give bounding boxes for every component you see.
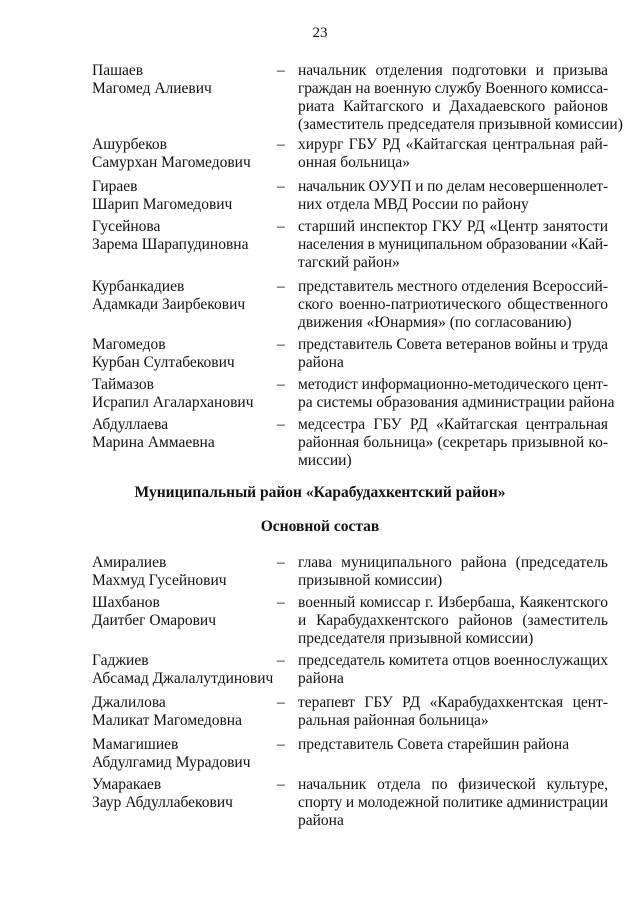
member-surname: Магомедов (92, 336, 166, 353)
role-line: населения в муниципальном образовании «Кай- (298, 236, 608, 253)
role-line: ра системы образования администрации района (298, 394, 615, 411)
page-number: 23 (312, 25, 328, 41)
member-surname: Гаджиев (92, 652, 149, 669)
role-line: и Карабудахкентского районов (заместитель (298, 612, 608, 629)
member-name (92, 694, 277, 730)
role-line: военный комиссар г. Избербаша, Каякентского (298, 594, 608, 611)
member-name (92, 554, 277, 590)
member-surname: Абдуллаева (92, 416, 169, 433)
member-name (92, 278, 277, 314)
role-line: миссии) (298, 452, 352, 469)
member-name (92, 136, 277, 172)
role-line: онная больница» (298, 154, 410, 171)
role-line: председатель комитета отцов военнослужащих (298, 652, 608, 669)
role-line: движения «Юнармия» (по согласованию) (298, 314, 572, 331)
role-line: представитель Совета старейшин района (298, 736, 570, 753)
dash-separator: – (277, 736, 285, 753)
dash-separator: – (277, 136, 285, 153)
dash-separator: – (277, 554, 285, 571)
role-line: представитель Совета ветеранов войны и труда (298, 336, 608, 353)
role-line: начальник отдела по физической культуре, (298, 776, 608, 793)
role-line: районная больница» (секретарь призывной ко- (298, 434, 608, 451)
role-line: начальник ОУУП и по делам несовершеннолет- (298, 178, 608, 195)
dash-separator: – (277, 416, 285, 433)
dash-separator: – (277, 218, 285, 235)
member-given: Заур Абдуллабекович (92, 794, 233, 811)
member-given: Самурхан Магомедович (92, 154, 251, 171)
member-surname: Ашурбеков (92, 136, 168, 153)
member-role (298, 376, 615, 412)
role-line: (заместитель председателя призывной комиссии) (298, 116, 623, 133)
dash-separator: – (277, 652, 285, 669)
member-surname: Умаракаев (92, 776, 162, 793)
role-line: представитель местного отделения Всероссий- (298, 278, 608, 295)
member-given: Адамкади Заирбекович (92, 296, 246, 313)
member-name (92, 218, 277, 254)
role-line: глава муниципального района (председатель (298, 554, 608, 571)
member-given: Даитбег Омарович (92, 612, 216, 629)
member-given: Исрапил Агаларханович (92, 394, 254, 411)
member-given: Марина Аммаевна (92, 434, 215, 451)
member-surname: Пашаев (92, 62, 144, 79)
role-line: призывной комиссии) (298, 572, 443, 589)
member-name (92, 594, 277, 630)
member-role (298, 594, 608, 648)
member-role (298, 218, 608, 272)
member-surname: Джалилова (92, 694, 166, 711)
member-surname: Гираев (92, 178, 138, 195)
role-line: района (298, 670, 344, 687)
role-line: терапевт ГБУ РД «Карабудахкентская цент- (298, 694, 608, 711)
member-role (298, 178, 608, 214)
member-role (298, 736, 608, 754)
dash-separator: – (277, 376, 285, 393)
member-given: Магомед Алиевич (92, 80, 212, 97)
member-role (298, 62, 623, 134)
dash-separator: – (277, 336, 285, 353)
member-name (92, 736, 277, 772)
role-line: председателя призывной комиссии) (298, 630, 534, 647)
member-surname: Амиралиев (92, 554, 167, 571)
member-given: Курбан Султабекович (92, 354, 235, 371)
member-given: Махмуд Гусейнович (92, 572, 227, 589)
role-line: методист информационно-методического цент- (298, 376, 608, 393)
role-line: старший инспектор ГКУ РД «Центр занятости (298, 218, 608, 235)
member-surname: Мамагишиев (92, 736, 179, 753)
district-heading: Муниципальный район «Карабудахкентский район» (134, 484, 506, 501)
dash-separator: – (277, 278, 285, 295)
member-name (92, 178, 277, 214)
member-name (92, 776, 277, 812)
member-given: Шарип Магомедович (92, 196, 233, 213)
role-line: хирург ГБУ РД «Кайтагская центральная рай- (298, 136, 608, 153)
role-line: граждан на военную службу Военного комисса- (298, 80, 608, 97)
member-role (298, 652, 608, 688)
dash-separator: – (277, 62, 285, 79)
dash-separator: – (277, 776, 285, 793)
member-given: Абсамад Джалалутдинович (92, 670, 274, 687)
section-heading: Основной состав (260, 518, 380, 535)
role-line: ральная районная больница» (298, 712, 489, 729)
role-line: ского военно-патриотического общественного (298, 296, 608, 313)
role-line: тагский район» (298, 254, 400, 271)
member-role (298, 278, 608, 332)
member-surname: Гусейнова (92, 218, 161, 235)
member-role (298, 694, 608, 730)
role-line: медсестра ГБУ РД «Кайтагская центральная (298, 416, 608, 433)
role-line: спорту и молодежной политике администрации (298, 794, 608, 811)
member-surname: Шахбанов (92, 594, 160, 611)
member-given: Зарема Шарапудиновна (92, 236, 249, 253)
member-role (298, 336, 608, 372)
member-surname: Курбанкадиев (92, 278, 185, 295)
dash-separator: – (277, 694, 285, 711)
role-line: района (298, 812, 344, 829)
member-name (92, 62, 277, 98)
member-name (92, 652, 277, 688)
member-role (298, 416, 608, 470)
dash-separator: – (277, 594, 285, 611)
role-line: риата Кайтагского и Дахадаевского районов (298, 98, 608, 115)
role-line: них отдела МВД России по району (298, 196, 529, 213)
member-given: Маликат Магомедовна (92, 712, 242, 729)
member-role (298, 776, 608, 830)
dash-separator: – (277, 178, 285, 195)
member-name (92, 416, 277, 452)
member-role (298, 136, 608, 172)
member-given: Абдулгамид Мурадович (92, 754, 251, 771)
member-surname: Таймазов (92, 376, 154, 393)
role-line: начальник отделения подготовки и призыва (298, 62, 608, 79)
member-name (92, 336, 277, 372)
member-name (92, 376, 277, 412)
member-role (298, 554, 608, 590)
role-line: района (298, 354, 344, 371)
